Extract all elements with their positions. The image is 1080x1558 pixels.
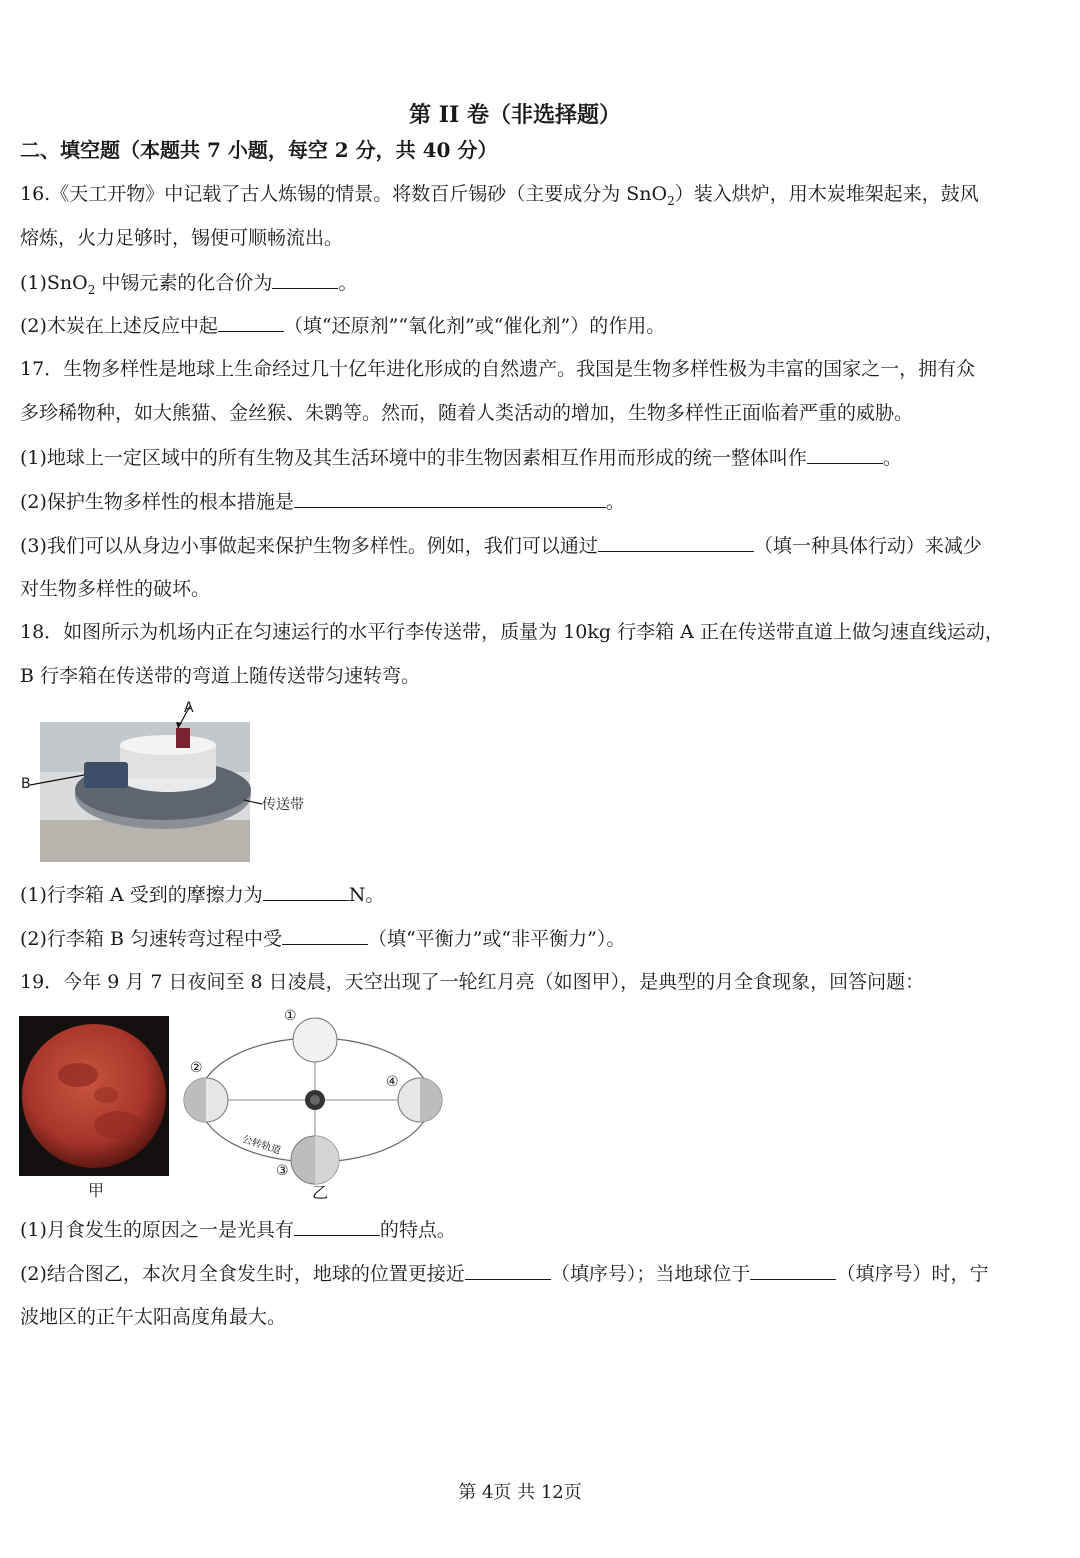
q17-part3-cont: 对生物多样性的破坏。	[20, 578, 211, 600]
conveyor-photo	[18, 700, 318, 865]
q17-stem-line1: 17．生物多样性是地球上生命经过几十亿年进化形成的自然遗产。我国是生物多样性极为丰富的国家之一，拥有众	[20, 358, 976, 380]
q17-part2: (2)保护生物多样性的根本措施是 。	[20, 491, 625, 513]
q16-stem-line2: 熔炼，火力足够时，锡便可顺畅流出。	[20, 227, 344, 249]
q17-part3: (3)我们可以从身边小事做起来保护生物多样性。例如，我们可以通过 （填一种具体行动）来减少	[20, 535, 982, 557]
red-moon-figure	[18, 1015, 170, 1200]
q16-stem-line1: 16.《天工开物》中记载了古人炼锡的情景。将数百斤锡砂（主要成分为 SnO$_2$）装入烘炉，用木炭堆架起来，鼓风	[20, 183, 979, 208]
earth-orbit-figure	[180, 1008, 450, 1203]
label-b: B	[21, 776, 31, 792]
label-a: A	[184, 700, 194, 716]
section-heading: 二、填空题（本题共 7 小题，每空 2 分，共 40 分）	[20, 138, 498, 162]
num-1: ①	[284, 1008, 297, 1024]
moon	[22, 1024, 166, 1168]
q18-part1: (1)行李箱 A 受到的摩擦力为 N。	[20, 884, 385, 906]
q19-part1: (1)月食发生的原因之一是光具有 的特点。	[20, 1219, 456, 1241]
answer-blank[interactable]	[807, 445, 883, 464]
orbit-label: 公转轨道	[240, 1133, 283, 1157]
earth-1	[293, 1018, 337, 1062]
label-yi: 乙	[312, 1183, 329, 1202]
label-belt: 传送带	[262, 797, 304, 813]
q18-stem-line2: B 行李箱在传送带的弯道上随传送带匀速转弯。	[20, 665, 421, 687]
num-3: ③	[276, 1163, 289, 1179]
answer-blank[interactable]	[263, 882, 349, 901]
conveyor-figure	[18, 700, 318, 865]
q18-part2: (2)行李箱 B 匀速转弯过程中受 （填“平衡力”或“非平衡力”）。	[20, 928, 626, 950]
q16-part2: (2)木炭在上述反应中起 （填“还原剂”“氧化剂”或“催化剂”）的作用。	[20, 315, 666, 337]
luggage-a	[176, 728, 190, 748]
q16-part1: (1)SnO$_2$ 中锡元素的化合价为 。	[20, 272, 358, 297]
q17-stem-line2: 多珍稀物种，如大熊猫、金丝猴、朱鹮等。然而，随着人类活动的增加，生物多样性正面临着严重的威胁。	[20, 402, 914, 424]
q17-part1: (1)地球上一定区域中的所有生物及其生活环境中的非生物因素相互作用而形成的统一整体叫作 。	[20, 447, 902, 469]
answer-blank[interactable]	[294, 489, 606, 508]
paper-title: 第 II 卷（非选择题）	[409, 102, 621, 128]
orbit-diagram	[180, 1008, 450, 1198]
answer-blank[interactable]	[218, 313, 284, 332]
answer-blank[interactable]	[465, 1261, 551, 1280]
answer-blank[interactable]	[294, 1217, 380, 1236]
q19-part2: (2)结合图乙，本次月全食发生时，地球的位置更接近 （填序号）；当地球位于 （填序号）时，宁	[20, 1263, 989, 1285]
answer-blank[interactable]	[272, 270, 338, 289]
answer-blank[interactable]	[750, 1261, 836, 1280]
page-footer: 第 4页 共 12页	[458, 1482, 582, 1503]
label-jia: 甲	[88, 1181, 105, 1200]
answer-blank[interactable]	[282, 926, 368, 945]
num-2: ②	[190, 1060, 203, 1076]
q19-part2-cont: 波地区的正午太阳高度角最大。	[20, 1306, 287, 1328]
num-4: ④	[386, 1074, 399, 1090]
luggage-b	[84, 762, 128, 788]
q18-stem-line1: 18．如图所示为机场内正在匀速运行的水平行李传送带，质量为 10kg 行李箱 A 正在传送带直道上做匀速直线运动，	[20, 621, 1004, 643]
q19-stem: 19．今年 9 月 7 日夜间至 8 日凌晨，天空出现了一轮红月亮（如图甲），是典型的月全食现象，回答问题：	[20, 971, 925, 993]
red-moon-photo	[18, 1015, 170, 1177]
answer-blank[interactable]	[598, 533, 754, 552]
